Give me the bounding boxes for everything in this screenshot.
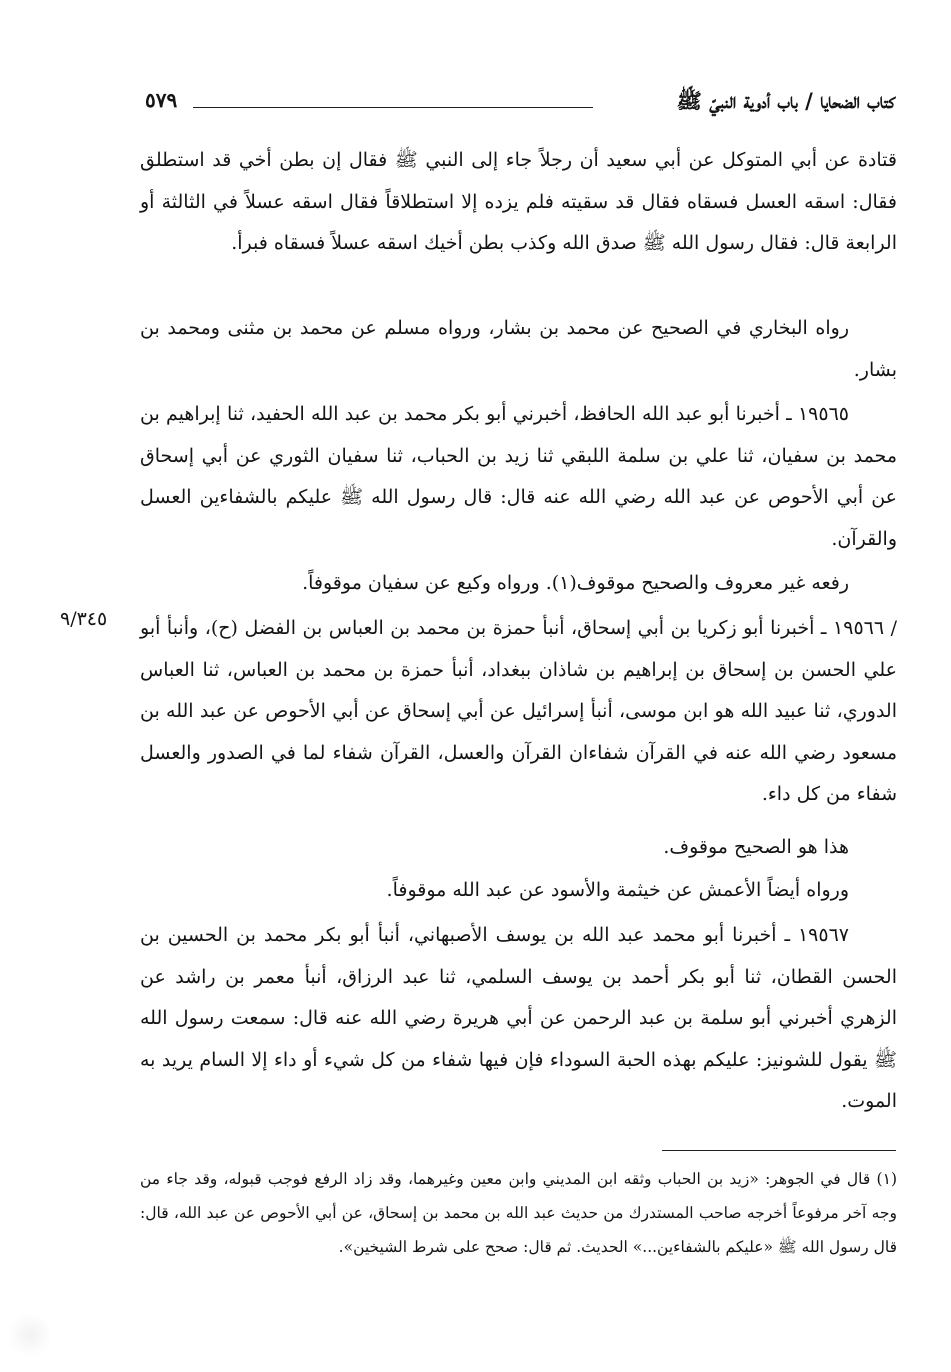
margin-volume-reference: ٩/٣٤٥: [60, 608, 108, 630]
paragraph-bukhari-note: رواه البخاري في الصحيح عن محمد بن بشار، ورواه مسلم عن محمد بن مثنى ومحمد بن بشار.: [140, 317, 897, 381]
paragraph-hadith-continuation: قتادة عن أبي المتوكل عن أبي سعيد أن رجلاً جاء إلى النبي ﷺ فقال إن بطن أخي قد استطلق فقال: اسقه العسل فسقاه فقال قد سقيته فلم يزده إلا استطلاقاً فقال اسقه عسلاً في الثالثة أو الرابعة قال: فقال رسول الله ﷺ صدق الله وكذب بطن أخيك اسقه عسلاً فسقاه فبرأ.: [140, 149, 897, 254]
paragraph-hadith-19566: / ١٩٥٦٦ ـ أخبرنا أبو زكريا بن أبي إسحاق، أنبأ حمزة بن محمد بن العباس بن الفضل (ح)، وأنبأ أبو علي الحسن بن إسحاق بن إبراهيم بن شاذان ببغداد، أنبأ حمزة بن محمد بن العباس، ثنا العباس الدوري، ثنا عبيد الله هو ابن موسى، أنبأ إسرائيل عن أبي إسحاق عن أبي الأحوص عن عبد الله بن مسعود رضي الله عنه في القرآن شفاءان القرآن والعسل، القرآن شفاء لما في الصدور والعسل شفاء من كل داء.: [140, 617, 897, 805]
paragraph-hadith-19565: ١٩٥٦٥ ـ أخبرنا أبو عبد الله الحافظ، أخبرني أبو بكر محمد بن عبد الله الحفيد، ثنا إبراهيم بن محمد بن سفيان، ثنا علي بن سلمة اللبقي ثنا زيد بن الحباب، ثنا سفيان الثوري عن أبي إسحاق عن أبي الأحوص عن عبد الله رضي الله عنه قال: قال رسول الله ﷺ عليكم بالشفاءين العسل والقرآن.: [140, 403, 897, 550]
scan-smudge: [10, 1310, 50, 1360]
header-rule: [193, 107, 593, 108]
running-title: كتاب الضحايا / باب أدوية النبيّ ﷺ: [676, 88, 895, 113]
paragraph-sahih-note: هذا هو الصحيح موقوف.: [663, 836, 849, 858]
footnote-rule: [662, 1150, 896, 1151]
paragraph-hadith-19567: ١٩٥٦٧ ـ أخبرنا أبو محمد عبد الله بن يوسف الأصبهاني، أنبأ أبو بكر محمد بن الحسين بن الحسن القطان، ثنا أبو بكر أحمد بن يوسف السلمي، ثنا عبد الرزاق، أنبأ معمر بن راشد عن الزهري أخبرني أبو سلمة بن عبد الرحمن عن أبي هريرة رضي الله عنه قال: سمعت رسول الله ﷺ يقول للشونيز: عليكم بهذه الحبة السوداء فإن فيها شفاء من كل شيء أو داء إلا السام يريد به الموت.: [140, 924, 897, 1112]
paragraph-amash-note: ورواه أيضاً الأعمش عن خيثمة والأسود عن عبد الله موقوفاً.: [386, 879, 849, 901]
footnote: (١) قال في الجوهر: «زيد بن الحباب وثقه ابن المديني وابن معين وغيرهما، وقد زاد الرفع فوجب قبوله، وقد جاء من وجه آخر مرفوعاً أخرجه صاحب المستدرك من حديث عبد الله بن محمد بن إسحاق، عن أبي الأحوص عن عبد الله، قال: قال رسول الله ﷺ «عليكم بالشفاءين...» الحديث. ثم قال: صحح على شرط الشيخين».: [140, 1170, 897, 1256]
page-header: [145, 88, 895, 118]
paragraph-raf-note: رفعه غير معروف والصحيح موقوف(١). ورواه وكيع عن سفيان موقوفاً.: [302, 572, 849, 594]
page-number: ٥٧٩: [145, 88, 178, 112]
